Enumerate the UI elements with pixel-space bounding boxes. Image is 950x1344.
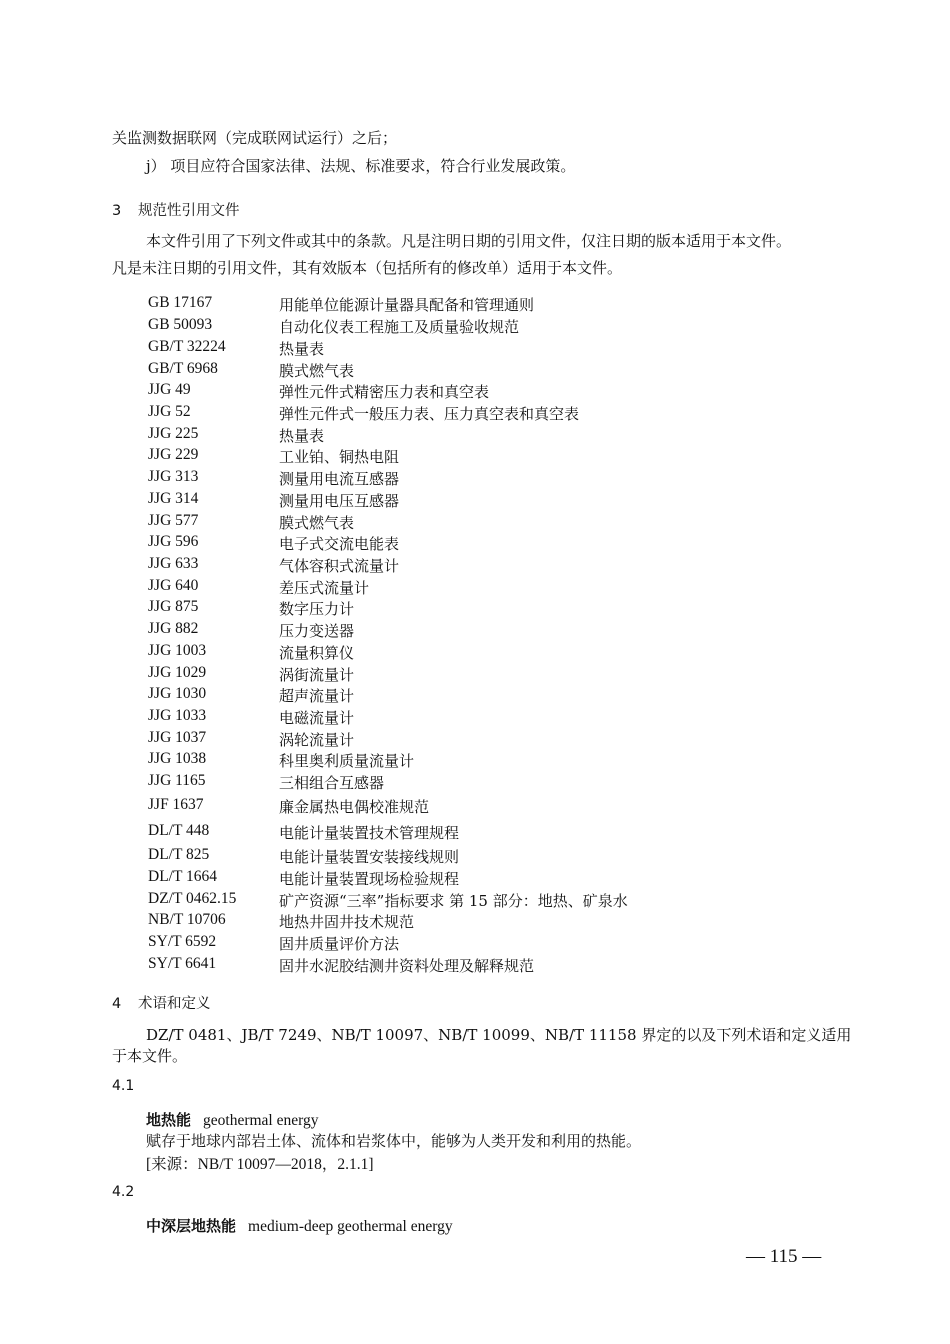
reference-title: 电能计量装置技术管理规程 xyxy=(279,824,460,842)
reference-code: SY/T 6592 xyxy=(148,933,217,950)
term-english: geothermal energy xyxy=(203,1112,319,1129)
reference-code: JJG 1030 xyxy=(148,685,207,702)
term-source: [来源：NB/T 10097—2018，2.1.1] xyxy=(146,1156,374,1173)
reference-title: 用能单位能源计量器具配备和管理通则 xyxy=(279,296,535,314)
reference-title: 超声流量计 xyxy=(279,687,355,705)
reference-code: JJG 640 xyxy=(148,577,199,594)
reference-code: JJG 52 xyxy=(148,403,191,420)
reference-title: 三相组合互感器 xyxy=(279,774,385,792)
reference-title: 电能计量装置安装接线规则 xyxy=(279,848,460,866)
section-3-heading xyxy=(112,199,240,220)
list-item-j: j） 项目应符合国家法律、法规、标准要求，符合行业发展政策。 xyxy=(146,157,576,175)
reference-code: JJG 229 xyxy=(148,446,199,463)
reference-code: DL/T 448 xyxy=(148,822,210,839)
reference-title: 流量积算仪 xyxy=(279,644,355,662)
reference-code: JJG 49 xyxy=(148,381,191,398)
reference-title: 固井水泥胶结测井资料处理及解释规范 xyxy=(279,957,535,975)
reference-code: GB 50093 xyxy=(148,316,213,333)
reference-title: 固井质量评价方法 xyxy=(279,935,400,953)
reference-code: JJG 596 xyxy=(148,533,199,550)
section-number: 4 xyxy=(112,996,122,1012)
reference-title: 压力变送器 xyxy=(279,622,355,640)
reference-code: JJG 577 xyxy=(148,512,199,529)
term-chinese: 地热能 xyxy=(146,1111,192,1129)
reference-title: 涡轮流量计 xyxy=(279,731,355,749)
term-number: 4.2 xyxy=(112,1184,135,1200)
section-4-paragraph-line1: DZ/T 0481、JB/T 7249、NB/T 10097、NB/T 10099、NB/T 11158 界定的以及下列术语和定义适用 xyxy=(146,1026,852,1044)
reference-code: JJG 1003 xyxy=(148,642,207,659)
reference-title: 工业铂、铜热电阻 xyxy=(279,448,400,466)
reference-code: SY/T 6641 xyxy=(148,955,217,972)
paragraph-continuation: 关监测数据联网（完成联网试运行）之后； xyxy=(112,129,398,147)
reference-title: 矿产资源“三率”指标要求 第 15 部分：地热、矿泉水 xyxy=(279,892,628,910)
reference-title: 弹性元件式精密压力表和真空表 xyxy=(279,383,490,401)
term-chinese: 中深层地热能 xyxy=(146,1217,237,1235)
reference-title: 差压式流量计 xyxy=(279,579,370,597)
reference-code: JJG 313 xyxy=(148,468,199,485)
reference-title: 气体容积式流量计 xyxy=(279,557,400,575)
reference-code: JJG 1029 xyxy=(148,664,207,681)
term-heading xyxy=(146,1215,453,1236)
page-number: — 115 — xyxy=(746,1246,822,1267)
reference-title: 自动化仪表工程施工及质量验收规范 xyxy=(279,318,520,336)
reference-title: 弹性元件式一般压力表、压力真空表和真空表 xyxy=(279,405,580,423)
section-4-paragraph-line2: 于本文件。 xyxy=(112,1047,188,1065)
reference-code: JJG 882 xyxy=(148,620,199,637)
reference-code: GB/T 32224 xyxy=(148,338,226,355)
reference-code: NB/T 10706 xyxy=(148,911,226,928)
reference-code: DL/T 825 xyxy=(148,846,210,863)
reference-code: GB 17167 xyxy=(148,294,213,311)
section-3-paragraph-line1: 本文件引用了下列文件或其中的条款。凡是注明日期的引用文件，仅注日期的版本适用于本文件。 xyxy=(146,232,792,250)
reference-code: JJG 1165 xyxy=(148,772,206,789)
reference-title: 涡街流量计 xyxy=(279,666,355,684)
reference-title: 地热井固井技术规范 xyxy=(279,913,415,931)
section-3-paragraph-line2: 凡是未注日期的引用文件，其有效版本（包括所有的修改单）适用于本文件。 xyxy=(112,259,623,277)
reference-code: JJG 1037 xyxy=(148,729,207,746)
section-title: 术语和定义 xyxy=(138,996,211,1012)
reference-code: JJG 1038 xyxy=(148,750,207,767)
reference-title: 测量用电流互感器 xyxy=(279,470,400,488)
reference-code: JJG 1033 xyxy=(148,707,207,724)
reference-title: 电磁流量计 xyxy=(279,709,355,727)
reference-title: 膜式燃气表 xyxy=(279,362,355,380)
section-number: 3 xyxy=(112,203,122,219)
reference-code: JJG 314 xyxy=(148,490,199,507)
reference-title: 测量用电压互感器 xyxy=(279,492,400,510)
reference-title: 数字压力计 xyxy=(279,600,355,618)
reference-code: DZ/T 0462.15 xyxy=(148,890,237,907)
reference-title: 廉金属热电偶校准规范 xyxy=(279,798,430,816)
term-definition: 赋存于地球内部岩土体、流体和岩浆体中，能够为人类开发和利用的热能。 xyxy=(146,1132,642,1150)
reference-title: 热量表 xyxy=(279,427,325,445)
term-number: 4.1 xyxy=(112,1078,135,1094)
section-title: 规范性引用文件 xyxy=(138,203,240,219)
term-english: medium-deep geothermal energy xyxy=(248,1218,453,1235)
reference-title: 电能计量装置现场检验规程 xyxy=(279,870,460,888)
reference-code: GB/T 6968 xyxy=(148,360,218,377)
section-4-heading xyxy=(112,992,211,1013)
reference-code: JJF 1637 xyxy=(148,796,204,813)
reference-title: 膜式燃气表 xyxy=(279,514,355,532)
reference-title: 科里奥利质量流量计 xyxy=(279,752,415,770)
reference-code: JJG 225 xyxy=(148,425,199,442)
reference-code: DL/T 1664 xyxy=(148,868,218,885)
term-heading xyxy=(146,1109,319,1130)
reference-title: 电子式交流电能表 xyxy=(279,535,400,553)
reference-title: 热量表 xyxy=(279,340,325,358)
reference-code: JJG 875 xyxy=(148,598,199,615)
reference-code: JJG 633 xyxy=(148,555,199,572)
